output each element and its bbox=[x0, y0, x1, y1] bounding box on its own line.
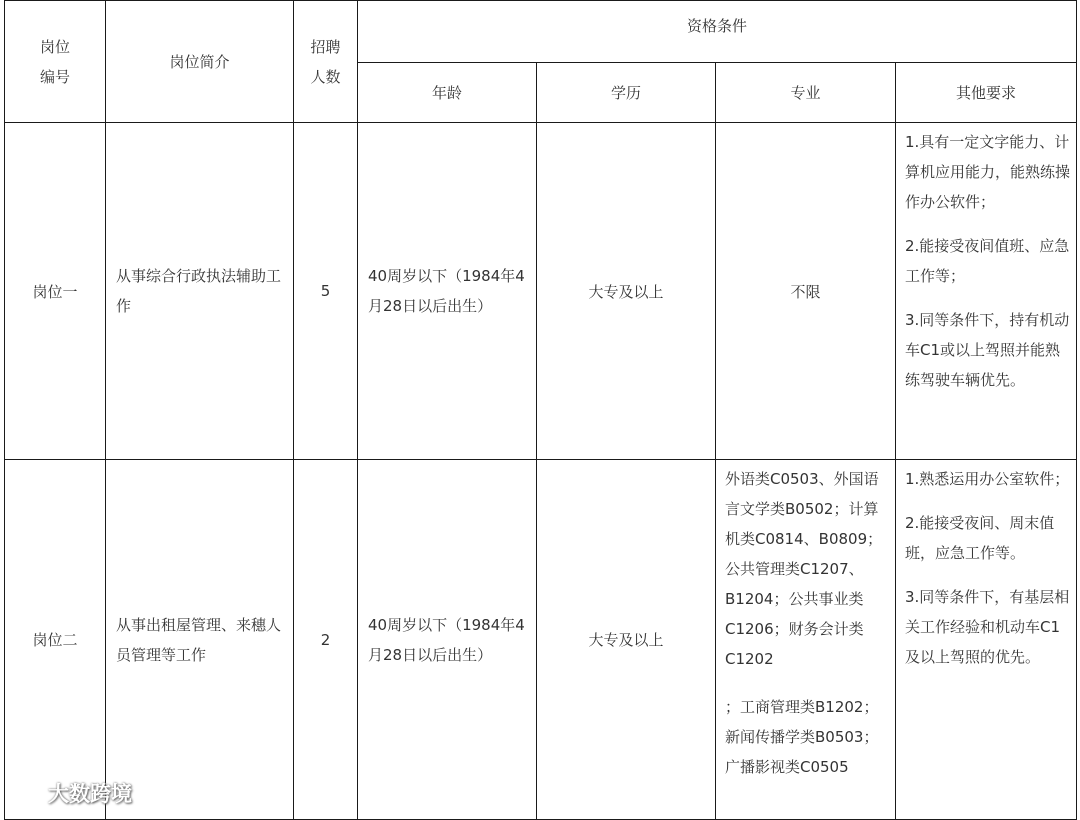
other-requirements-cell bbox=[896, 460, 1077, 820]
post-intro-cell: 从事出租屋管理、来穗人员管理等工作 bbox=[106, 460, 294, 820]
recruitment-table bbox=[4, 0, 1077, 820]
header-other: 其他要求 bbox=[896, 63, 1077, 123]
header-row-1 bbox=[5, 1, 1077, 63]
header-headcount: 招聘 人数 bbox=[294, 1, 358, 123]
education-cell: 大专及以上 bbox=[537, 460, 716, 820]
header-education: 学历 bbox=[537, 63, 716, 123]
chat-bubble-logo-icon bbox=[8, 780, 42, 806]
table-row bbox=[5, 123, 1077, 460]
requirement-item: 1.熟悉运用办公室软件； bbox=[905, 470, 1070, 488]
watermark-text: 大数跨境 bbox=[48, 782, 132, 806]
header-post-id: 岗位 编号 bbox=[5, 1, 106, 123]
post-intro-cell: 从事综合行政执法辅助工作 bbox=[106, 123, 294, 460]
header-qualifications: 资格条件 bbox=[358, 1, 1077, 63]
post-id-cell: 岗位二 bbox=[5, 460, 106, 820]
major-text-block: ；工商管理类B1202；新闻传播学类B0503；广播影视类C0505 bbox=[725, 698, 879, 776]
header-major: 专业 bbox=[716, 63, 896, 123]
age-cell: 40周岁以下（1984年4月28日以后出生） bbox=[358, 460, 537, 820]
requirement-item: 1.具有一定文字能力、计算机应用能力，能熟练操作办公软件； bbox=[905, 133, 1071, 211]
watermark bbox=[8, 778, 132, 808]
requirement-item: 2.能接受夜间值班、应急工作等； bbox=[905, 237, 1070, 285]
age-cell: 40周岁以下（1984年4月28日以后出生） bbox=[358, 123, 537, 460]
header-age: 年龄 bbox=[358, 63, 537, 123]
table-row bbox=[5, 460, 1077, 820]
requirement-item: 3.同等条件下，有基层相关工作经验和机动车C1及以上驾照的优先。 bbox=[905, 588, 1070, 666]
major-cell: 不限 bbox=[716, 123, 896, 460]
requirement-item: 2.能接受夜间、周末值班，应急工作等。 bbox=[905, 514, 1055, 562]
major-text-block: 外语类C0503、外国语言文学类B0502；计算机类C0814、B0809；公共管理类C1207、B1204；公共事业类C1206；财务会计类C1202 bbox=[725, 470, 883, 668]
education-cell: 大专及以上 bbox=[537, 123, 716, 460]
post-id-cell: 岗位一 bbox=[5, 123, 106, 460]
headcount-cell: 5 bbox=[294, 123, 358, 460]
other-requirements-cell bbox=[896, 123, 1077, 460]
header-post-intro: 岗位简介 bbox=[106, 1, 294, 123]
headcount-cell: 2 bbox=[294, 460, 358, 820]
requirement-item: 3.同等条件下，持有机动车C1或以上驾照并能熟练驾驶车辆优先。 bbox=[905, 311, 1070, 389]
major-cell bbox=[716, 460, 896, 820]
